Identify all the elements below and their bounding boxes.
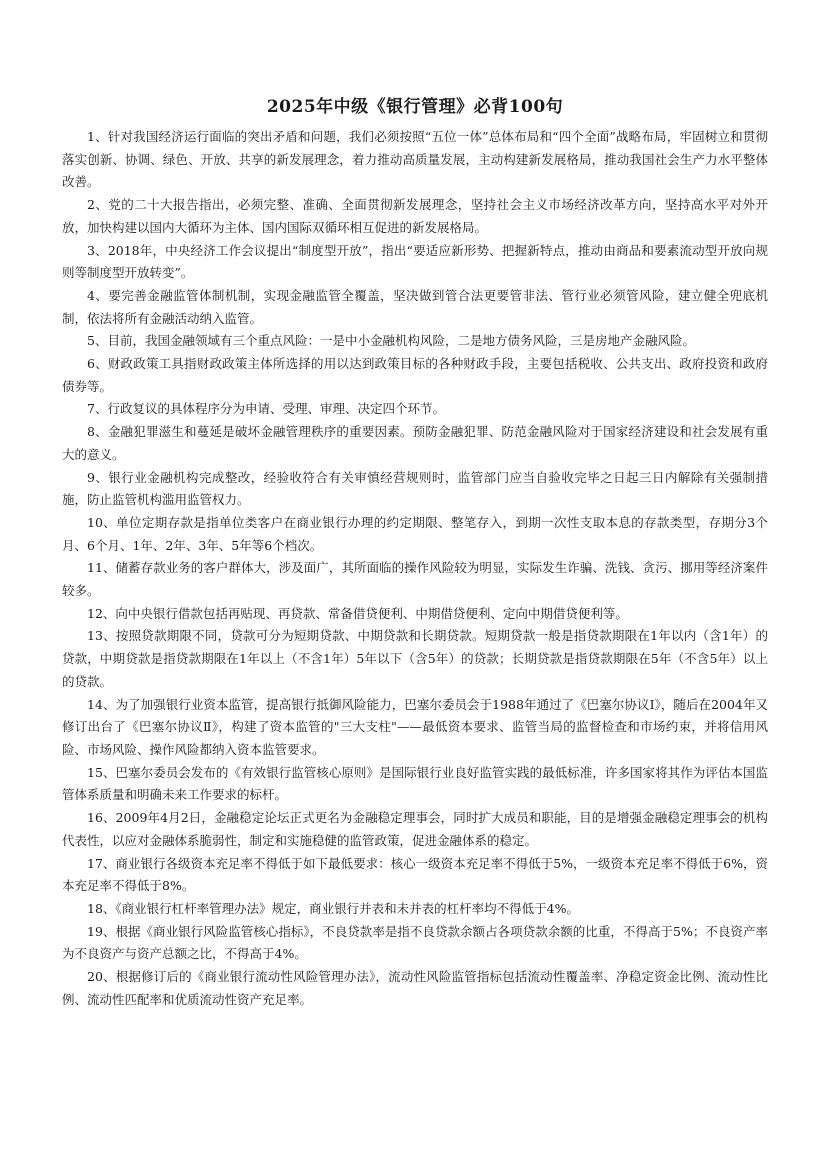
- paragraph-18: 18、《商业银行杠杆率管理办法》规定，商业银行并表和未并表的杠杆率均不得低于4%。: [87, 900, 579, 916]
- paragraph-5: 5、目前，我国金融领域有三个重点风险：一是中小金融机构风险，二是地方债务风险，三是房地产金融风险。: [87, 333, 695, 349]
- paragraph-16: 16、2009年4月2日，金融稳定论坛正式更名为金融稳定理事会，同时扩大成员和职能，目的是增强金融稳定理事会的机构代表性，以应对金融体系脆弱性，制定和实施稳健的监管政策，促进金融体系的稳定。: [62, 810, 768, 848]
- paragraph-10: 10、单位定期存款是指单位类客户在商业银行办理的约定期限、整笔存入，到期一次性支取本息的存款类型，存期分3个月、6个月、1年、2年、3年、5年等6个档次。: [62, 514, 768, 553]
- paragraph-4: 4、要完善金融监管体制机制，实现金融监管全覆盖，坚决做到管合法更要管非法、管行业必须管风险，建立健全兜底机制，依法将所有金融活动纳入监管。: [62, 287, 768, 326]
- paragraph-20: 20、根据修订后的《商业银行流动性风险管理办法》，流动性风险监管指标包括流动性覆盖率、净稳定资金比例、流动性比例、流动性匹配率和优质流动性资产充足率。: [62, 969, 768, 1007]
- paragraph-2: 2、党的二十大报告指出，必须完整、准确、全面贯彻新发展理念，坚持社会主义市场经济改革方向，坚持高水平对外开放，加快构建以国内大循环为主体、国内国际双循环相互促进的新发展格局。: [62, 197, 768, 235]
- paragraph-9: 9、银行业金融机构完成整改，经验收符合有关审慎经营规则时，监管部门应当自验收完毕之日起三日内解除有关强制措施，防止监管机构滥用监管权力。: [62, 469, 768, 508]
- paragraph-13: 13、按照贷款期限不同，贷款可分为短期贷款、中期贷款和长期贷款。短期贷款一般是指贷款期限在1年以内（含1年）的贷款，中期贷款是指贷款期限在1年以上（不含1年）5年以下（含5年）的贷款；长期贷款是指贷款期限在5年（不含5年）以上的贷款。: [62, 628, 768, 689]
- paragraph-19: 19、根据《商业银行风险监管核心指标》，不良贷款率是指不良贷款余额占各项贷款余额的比重，不得高于5%；不良资产率为不良资产与资产总额之比，不得高于4%。: [62, 923, 768, 962]
- paragraph-17: 17、商业银行各级资本充足率不得低于如下最低要求：核心一级资本充足率不得低于5%，一级资本充足率不得低于6%，资本充足率不得低于8%。: [62, 855, 768, 894]
- paragraph-1: 1、针对我国经济运行面临的突出矛盾和问题，我们必须按照“五位一体”总体布局和“四个全面”战略布局，牢固树立和贯彻落实创新、协调、绿色、开放、共享的新发展理念，着力推动高质量发展，主动构建新发展格局，推动我国社会生产力水平整体改善。: [62, 129, 768, 190]
- document-title: 2025年中级《银行管理》必背100句: [266, 97, 564, 117]
- paragraph-7: 7、行政复议的具体程序分为申请、受理、审理、决定四个环节。: [87, 401, 445, 417]
- paragraph-3: 3、2018年，中央经济工作会议提出“制度型开放”，指出“要适应新形势、把握新特点，推动由商品和要素流动型开放向规则等制度型开放转变”。: [62, 242, 768, 281]
- paragraph-15: 15、巴塞尔委员会发布的《有效银行监管核心原则》是国际银行业良好监管实践的最低标准，许多国家将其作为评估本国监管体系质量和明确未来工作要求的标杆。: [62, 764, 768, 803]
- paragraph-12: 12、向中央银行借款包括再贴现、再贷款、常备借贷便利、中期借贷便利、定向中期借贷便利等。: [87, 605, 628, 621]
- paragraph-14: 14、为了加强银行业资本监管，提高银行抵御风险能力，巴塞尔委员会于1988年通过了《巴塞尔协议Ⅰ》，随后在2004年又修订出台了《巴塞尔协议Ⅱ》，构建了资本监管的"三大支柱"——最低资本要求、监管当局的监督检查和市场约束，并将信用风险、市场风险、操作风险都纳入资本监管要求。: [62, 696, 768, 757]
- document-body: [62, 126, 768, 1011]
- paragraph-11: 11、储蓄存款业务的客户群体大，涉及面广，其所面临的操作风险较为明显，实际发生诈骗、洗钱、贪污、挪用等经济案件较多。: [62, 560, 768, 599]
- paragraph-8: 8、金融犯罪滋生和蔓延是破坏金融管理秩序的重要因素。预防金融犯罪、防范金融风险对于国家经济建设和社会发展有重大的意义。: [62, 424, 768, 462]
- paragraph-6: 6、财政政策工具指财政政策主体所选择的用以达到政策目标的各种财政手段，主要包括税收、公共支出、政府投资和政府债券等。: [62, 356, 768, 394]
